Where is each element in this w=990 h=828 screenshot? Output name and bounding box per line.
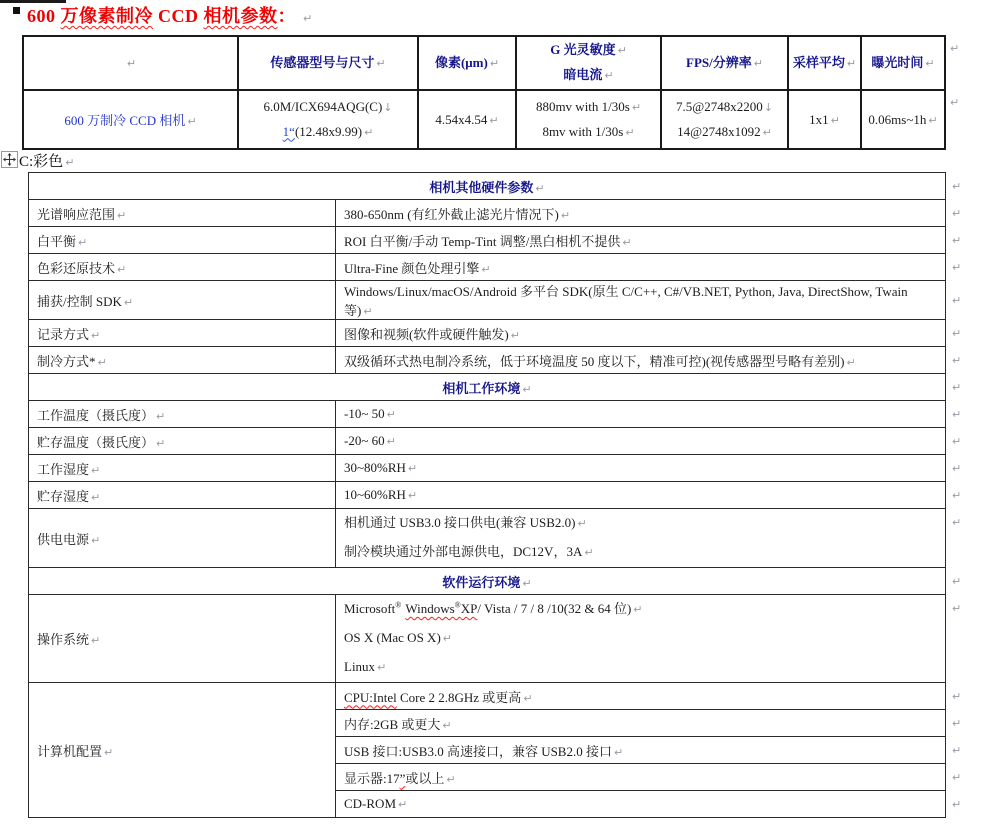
table-row	[29, 428, 964, 455]
row-value: 10~60%RH ↵	[336, 482, 946, 509]
end-of-row-mark: ↵	[952, 771, 962, 784]
spec-header-blank	[23, 36, 238, 90]
end-of-row-mark: ↵	[952, 294, 962, 307]
spec-header-sensor: 传感器型号与尺寸 ↵	[238, 36, 418, 90]
row-label: 操作系统 ↵	[29, 595, 336, 683]
sensor-size-link: 1“	[282, 123, 295, 139]
exposure-cell: 0.06ms~1h ↵	[861, 90, 945, 149]
section-header-row	[29, 568, 964, 595]
end-of-row-mark: ↵	[950, 96, 960, 109]
title-part-misspelled: 万像素制冷	[60, 6, 153, 26]
paragraph-mark-icon: ↵	[303, 12, 313, 25]
end-of-row-mark: ↵	[952, 744, 962, 757]
table-move-handle-icon[interactable]	[1, 151, 18, 168]
end-of-row-mark: ↵	[952, 462, 962, 475]
os-row	[29, 595, 964, 683]
section-header-row	[29, 374, 964, 401]
end-of-row-mark: ↵	[952, 261, 962, 274]
end-of-row-mark: ↵	[952, 207, 962, 220]
end-of-row-mark: ↵	[952, 489, 962, 502]
spec-header-row	[23, 36, 965, 90]
end-of-row-mark: ↵	[952, 435, 962, 448]
row-value: 双级循环式热电制冷系统，低于环境温度 50 度以下，精准可控)(视传感器型号略有差别) ↵	[336, 347, 946, 374]
row-value: -20~ 60 ↵	[336, 428, 946, 455]
row-value: -10~ 50 ↵	[336, 401, 946, 428]
table-row	[29, 227, 964, 254]
title-part-misspelled: 相机参数	[203, 6, 278, 26]
row-label: 供电电源 ↵	[29, 509, 336, 568]
end-of-row-mark: ↵	[952, 180, 962, 193]
end-of-row-mark: ↵	[952, 234, 962, 247]
row-label: 色彩还原技术 ↵	[29, 254, 336, 281]
sensor-cell: 6.0M/ICX694AQG(C)↓ 1“(12.48x9.99) ↵	[238, 90, 418, 149]
usb-requirement-cell: USB 接口:USB3.0 高速接口，兼容 USB2.0 接口 ↵	[336, 737, 946, 764]
spec-header-sensitivity: G 光灵敏度 ↵ 暗电流 ↵	[516, 36, 661, 90]
end-of-row-mark: ↵	[952, 327, 962, 340]
title-part: ：	[277, 6, 296, 26]
power-supply-row	[29, 509, 964, 568]
row-label: 捕获/控制 SDK ↵	[29, 281, 336, 320]
table-row	[29, 281, 964, 320]
row-value: Windows/Linux/macOS/Android 多平台 SDK(原生 C/C++, C#/VB.NET, Python, Java, DirectShow, Twain 等) ↵	[336, 281, 946, 320]
sampling-cell: 1x1 ↵	[788, 90, 861, 149]
os-misspelled-part: Windows®XP	[405, 600, 478, 616]
section-working-environment: 相机工作环境 ↵	[29, 374, 946, 401]
camera-detail-table	[28, 172, 964, 818]
row-label: 计算机配置 ↵	[29, 683, 336, 818]
power-value-cell: 相机通过 USB3.0 接口供电(兼容 USB2.0) ↵ 制冷模块通过外部电源供电，DC12V，3A ↵	[336, 509, 946, 568]
paragraph-mark-icon: ↵	[126, 57, 137, 70]
spec-header-pixel: 像素(μm) ↵	[418, 36, 516, 90]
end-of-row-mark: ↵	[952, 690, 962, 703]
row-label: 记录方式 ↵	[29, 320, 336, 347]
end-of-row-mark: ↵	[952, 408, 962, 421]
end-of-row-mark: ↵	[952, 575, 962, 588]
ram-requirement-cell: 内存:2GB 或更大 ↵	[336, 710, 946, 737]
spec-header-exposure: 曝光时间 ↵	[861, 36, 945, 90]
line-break-mark-icon: ↓	[763, 100, 773, 114]
end-of-row-mark: ↵	[950, 42, 960, 55]
row-label: 贮存湿度 ↵	[29, 482, 336, 509]
section-header-row	[29, 173, 964, 200]
fps-cell: 7.5@2748x2200↓ 14@2748x1092 ↵	[661, 90, 788, 149]
registered-mark: ®	[395, 600, 402, 610]
section-software-environment: 软件运行环境 ↵	[29, 568, 946, 595]
line-break-mark-icon: ↓	[383, 100, 393, 114]
camera-spec-table	[22, 35, 966, 150]
sensitivity-cell: 880mv with 1/30s ↵ 8mv with 1/30s ↵	[516, 90, 661, 149]
pixel-cell: 4.54x4.54 ↵	[418, 90, 516, 149]
list-bullet-square	[13, 7, 20, 14]
row-label: 工作湿度 ↵	[29, 455, 336, 482]
table-row	[29, 200, 964, 227]
title-part: CCD	[153, 6, 204, 26]
spec-data-row	[23, 90, 965, 149]
section-other-hardware: 相机其他硬件参数 ↵	[29, 173, 946, 200]
end-of-row-mark: ↵	[952, 798, 962, 811]
end-of-row-mark: ↵	[952, 515, 962, 529]
camera-name-cell: 600 万制冷 CCD 相机 ↵	[23, 90, 238, 149]
cdrom-requirement-cell: CD-ROM ↵	[336, 791, 946, 818]
spec-header-sampling: 采样平均 ↵	[788, 36, 861, 90]
table-row	[29, 320, 964, 347]
row-value: 380-650nm (有红外截止滤光片情况下) ↵	[336, 200, 946, 227]
row-label: 贮存温度（摄氏度） ↵	[29, 428, 336, 455]
table-row	[29, 254, 964, 281]
row-label: 制冷方式* ↵	[29, 347, 336, 374]
row-value: 图像和视频(软件或硬件触发) ↵	[336, 320, 946, 347]
row-label: 光谱响应范围 ↵	[29, 200, 336, 227]
spec-header-fps: FPS/分辨率 ↵	[661, 36, 788, 90]
computer-config-row	[29, 683, 964, 710]
table-row	[29, 347, 964, 374]
row-value: 30~80%RH ↵	[336, 455, 946, 482]
row-value: ROI 白平衡/手动 Temp-Tint 调整/黑白相机不提供 ↵	[336, 227, 946, 254]
end-of-row-mark: ↵	[952, 381, 962, 394]
end-of-row-mark: ↵	[952, 354, 962, 367]
row-label: 工作温度（摄氏度） ↵	[29, 401, 336, 428]
table-row	[29, 401, 964, 428]
end-of-row-mark: ↵	[952, 601, 962, 615]
title-part: 600	[27, 6, 61, 26]
page-title	[27, 2, 313, 28]
paragraph-mark-icon: ↵	[65, 156, 75, 169]
row-label: 白平衡 ↵	[29, 227, 336, 254]
table-row	[29, 482, 964, 509]
os-value-cell: Microsoft® Windows®XP/ Vista / 7 / 8 /10(32 & 64 位) ↵ OS X (Mac OS X) ↵ Linux ↵	[336, 595, 946, 683]
table-row	[29, 455, 964, 482]
cpu-requirement-cell: CPU:Intel Core 2 2.8GHz 或更高 ↵	[336, 683, 946, 710]
color-caption: C:彩色 ↵	[19, 154, 75, 170]
end-of-row-mark: ↵	[952, 717, 962, 730]
row-value: Ultra-Fine 颜色处理引擎 ↵	[336, 254, 946, 281]
display-requirement-cell: 显示器:17”或以上 ↵	[336, 764, 946, 791]
